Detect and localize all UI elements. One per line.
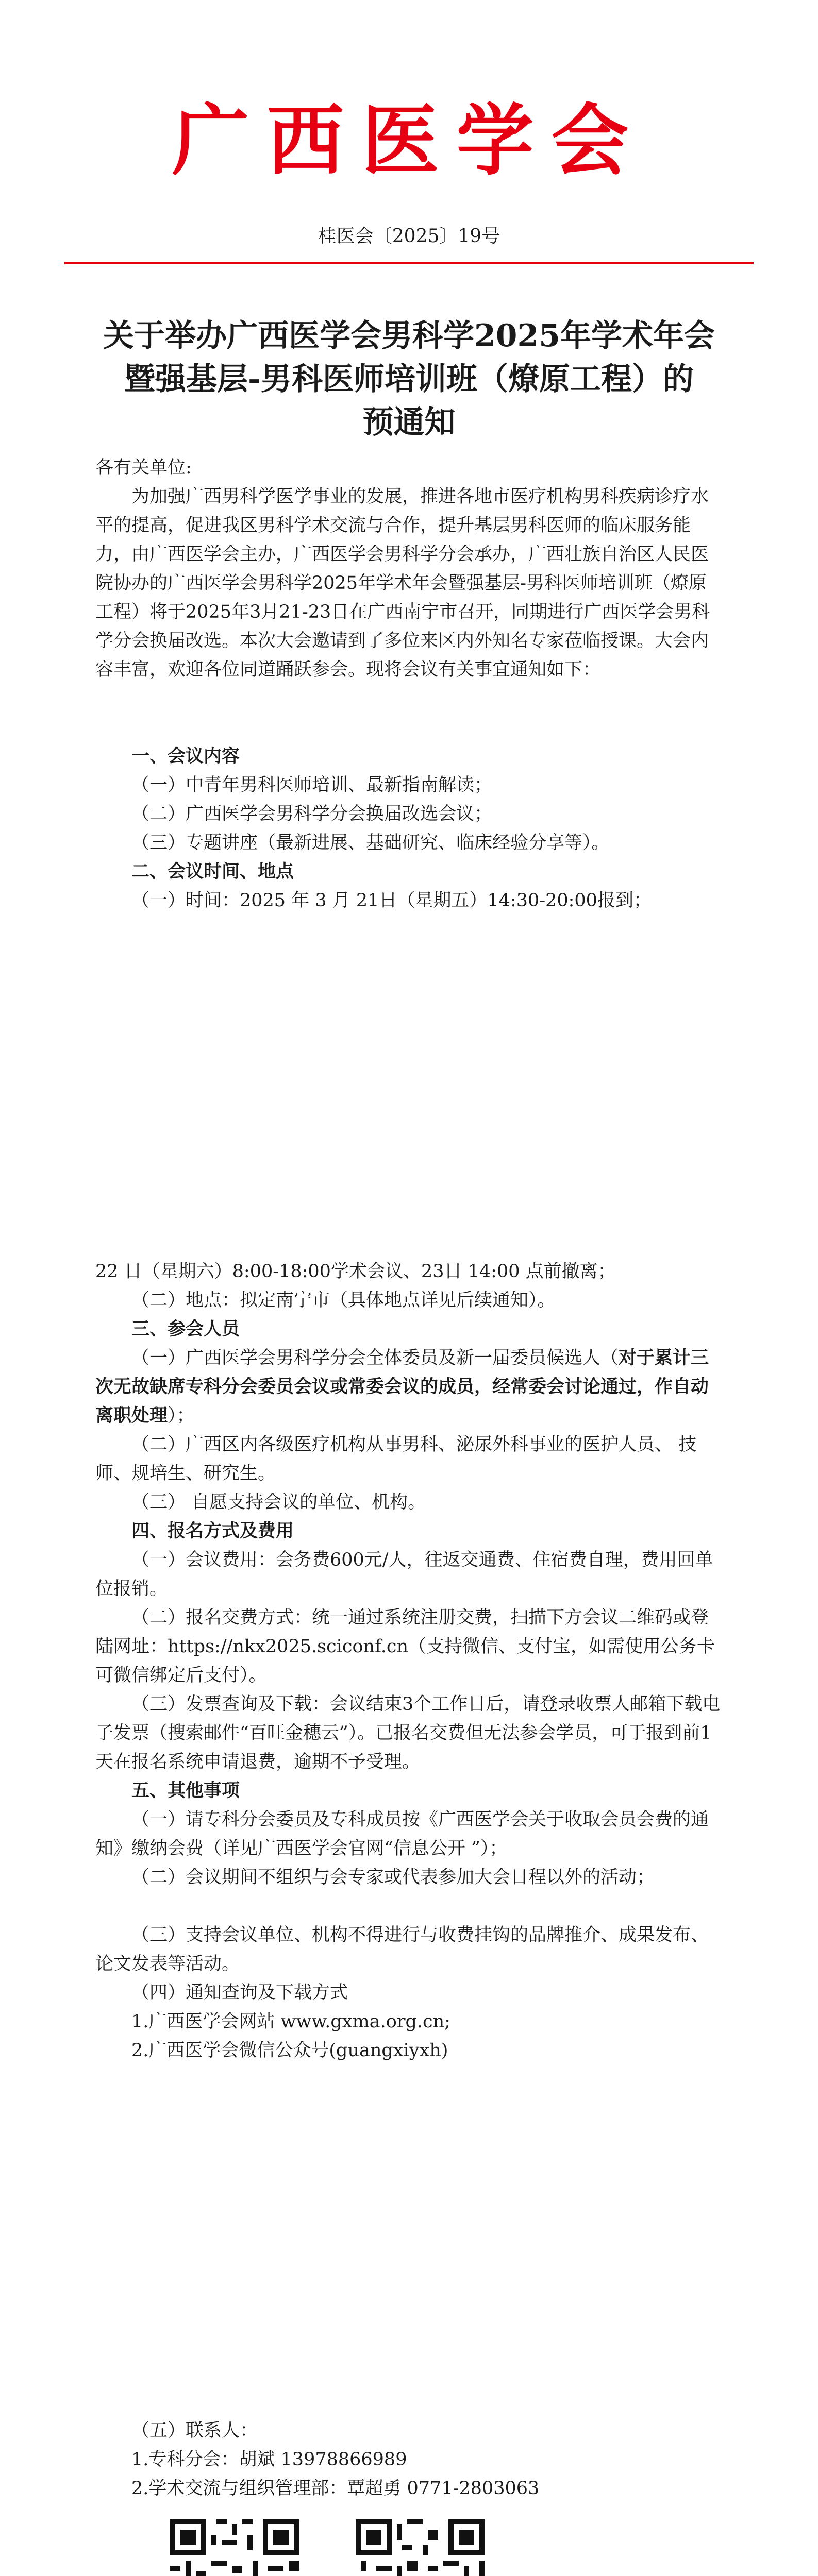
attendee-item: （三） 自愿支持会议的单位、机构。 [131, 1492, 426, 1513]
attendee-item: （二）广西区内各级医疗机构从事男科、泌尿外科事业的医护人员、 技师、规培生、研究生。 [95, 1434, 697, 1484]
contact-item: 2.学术交流与组织管理部：覃超勇 0771-2803063 [131, 2478, 540, 2499]
meeting-time-line: （一）时间：2025 年 3 月 21日（星期五）14:30-20:00报到； [131, 890, 652, 911]
query-wechat: 2.广西医学会微信公众号(guangxiyxh) [131, 2040, 448, 2061]
other-item: （二）会议期间不组织与会专家或代表参加大会日程以外的活动； [131, 1867, 655, 1888]
title-line: 暨强基层-男科医师培训班（燎原工程）的 [124, 361, 694, 397]
section-heading-other: 五、其他事项 [131, 1780, 240, 1801]
document-number: 桂医会〔2025〕19号 [318, 226, 500, 247]
registration-qr-code[interactable] [165, 2514, 304, 2576]
section-heading-attendees: 三、参会人员 [131, 1318, 240, 1340]
registration-item: （三）发票查询及下载：会议结束3个工作日后，请登录收票人邮箱下载电子发票（搜索邮件“百旺金穗云”）。已报名交费但无法参会学员，可于报到前1天在报名系统申请退费，逾期不予受理。 [95, 1694, 721, 1772]
salutation: 各有关单位: [95, 457, 192, 478]
attendee-item-text: （一）广西医学会男科学分会全体委员及新一届委员候选人（ [131, 1348, 619, 1368]
intro-paragraph: 为加强广西男科学医学事业的发展，推进各地市医疗机构男科疾病诊疗水平的提高，促进我区男科学术交流与合作，提升基层男科医师的临床服务能力，由广西医学会主办，广西医学会男科学分会承办，广西壮族自治区人民医院协办的广西医学会男科学2025年学术年会暨强基层-男科医师培训班（燎原工程）将于2025年3月21-23日在广西南宁市召开，同期进行广西医学会男科学分会换届改选。本次大会邀请到了多位来区内外知名专家莅临授课。大会内容丰富，欢迎各位同道踊跃参会。现将会议有关事宜通知如下： [95, 486, 710, 680]
list-item: （三）专题讲座（最新进展、基础研究、临床经验分享等）。 [131, 833, 610, 853]
list-item: （二）广西医学会男科学分会换届改选会议； [131, 804, 493, 824]
meeting-time-continued: 22 日（星期六）8:00-18:00学术会议、23日 14:00 点前撤离； [95, 1261, 616, 1282]
attendee-item-emphasis: 对于累计三次无故缺席专科分会委员会议或常委会议的成员，经常委会讨论通过，作自动离职处理 [95, 1347, 709, 1426]
query-website: 1.广西医学会网站 www.gxma.org.cn; [131, 2011, 450, 2032]
registration-item: （一）会议费用：会务费600元/人，往返交通费、住宿费自理，费用回单位报销。 [95, 1550, 713, 1599]
registration-item: （二）报名交费方式：统一通过系统注册交费，扫描下方会议二维码或登陆网址：https://nkx2025.sciconf.cn（支持微信、支付宝，如需使用公务卡可微信绑定后支付）。 [95, 1607, 715, 1686]
contacts-heading: （五）联系人： [131, 2420, 258, 2441]
title-line: 预通知 [362, 404, 456, 440]
attendee-item-end: ）； [168, 1405, 195, 1426]
other-item: （四）通知查询及下载方式 [131, 1982, 348, 2003]
section-heading-content: 一、会议内容 [131, 745, 240, 767]
red-divider [64, 262, 754, 264]
list-item: （一）中青年男科医师培训、最新指南解读； [131, 775, 493, 795]
org-title: 广西医学会 [172, 95, 646, 186]
title-line: 关于举办广西医学会男科学2025年学术年会 [103, 318, 715, 354]
section-heading-time-place: 二、会议时间、地点 [131, 861, 294, 882]
qr-code-icon [165, 2514, 304, 2576]
other-item: （三）支持会议单位、机构不得进行与收费挂钩的品牌推介、成果发布、论文发表等活动。 [95, 1925, 709, 1974]
qr-code-icon [350, 2514, 490, 2576]
wechat-qr-code[interactable] [350, 2514, 490, 2576]
attendee-item [95, 1344, 722, 1430]
contact-item: 1.专科分会：胡斌 13978866989 [131, 2449, 407, 2470]
meeting-place: （二）地点：拟定南宁市（具体地点详见后续通知）。 [131, 1290, 556, 1311]
section-heading-registration: 四、报名方式及费用 [131, 1520, 294, 1541]
notice-title [52, 314, 766, 444]
other-item: （一）请专科分会委员及专科成员按《广西医学会关于收取会员会费的通知》缴纳会费（详见广西医学会官网“信息公开 ”）； [95, 1809, 709, 1859]
